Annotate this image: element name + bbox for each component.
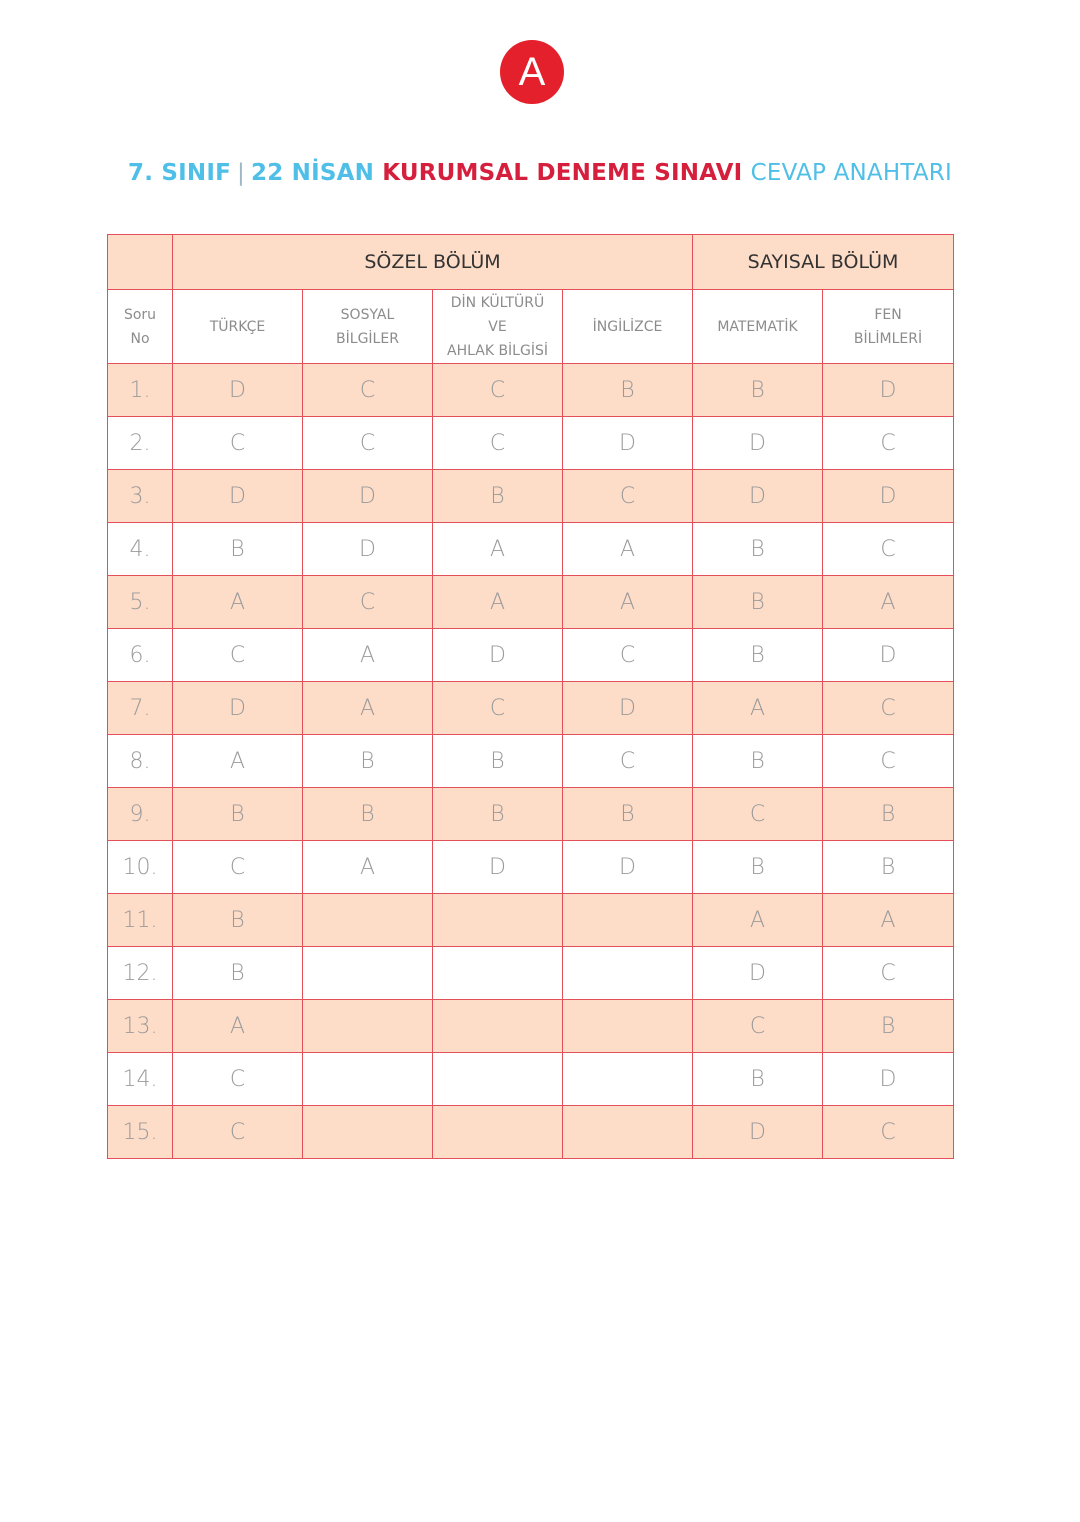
table-row [108,1106,954,1159]
table-row [108,1053,954,1106]
answer-cell: C [693,788,823,841]
table-row [108,417,954,470]
answer-cell: B [433,788,563,841]
subject-turkish [173,290,303,364]
answer-cell: B [823,788,954,841]
section-header-row [108,235,954,290]
question-number: 4. [108,523,173,576]
answer-cell: D [823,470,954,523]
question-number: 11. [108,894,173,947]
answer-cell: C [173,841,303,894]
answer-cell: B [693,523,823,576]
answer-cell: C [173,1053,303,1106]
question-number: 2. [108,417,173,470]
answer-cell [433,1053,563,1106]
answer-cell: C [173,417,303,470]
table-row [108,364,954,417]
answer-cell: B [173,788,303,841]
title-grade: 7. SINIF [128,160,232,186]
answer-cell: C [823,417,954,470]
table-row [108,947,954,1000]
answer-cell: D [173,364,303,417]
answer-cell: C [433,417,563,470]
subject-religion-line: VE [488,318,507,335]
answer-cell: C [303,417,433,470]
answer-cell [433,1000,563,1053]
answer-cell: A [433,576,563,629]
answer-cell [563,1106,693,1159]
answer-cell [433,947,563,1000]
answer-cell: C [433,364,563,417]
answer-cell: A [693,894,823,947]
answer-cell: D [303,523,433,576]
question-number: 15. [108,1106,173,1159]
subject-math [693,290,823,364]
corner-cell [108,235,173,290]
answer-cell: C [823,682,954,735]
answer-cell: C [173,629,303,682]
answer-cell: D [563,417,693,470]
answer-cell: B [563,788,693,841]
answer-cell: B [173,894,303,947]
subject-science-line: BİLİMLERİ [853,330,923,347]
table-row [108,682,954,735]
subject-header-row [108,290,954,364]
answer-cell: D [823,629,954,682]
answer-cell: B [303,735,433,788]
question-number-header-line: Soru [123,306,157,323]
answer-cell: A [563,523,693,576]
answer-cell [303,947,433,1000]
table-row [108,629,954,682]
answer-key-badge: A [500,40,564,104]
answer-cell: A [303,682,433,735]
question-number-header [108,290,173,364]
answer-cell: B [693,1053,823,1106]
section-numerical: SAYISAL BÖLÜM [693,235,954,290]
answer-cell: D [693,1106,823,1159]
answer-cell: B [693,364,823,417]
answer-cell [563,1053,693,1106]
question-number: 5. [108,576,173,629]
answer-cell: C [563,735,693,788]
answer-cell: C [563,470,693,523]
answer-cell: C [823,947,954,1000]
answer-cell: C [823,523,954,576]
answer-cell: B [433,470,563,523]
answer-cell [303,1106,433,1159]
answer-cell [303,894,433,947]
question-number: 7. [108,682,173,735]
answer-cell: A [693,682,823,735]
question-number: 14. [108,1053,173,1106]
answer-cell: D [693,947,823,1000]
answer-cell: C [823,735,954,788]
question-number: 3. [108,470,173,523]
answer-cell: B [433,735,563,788]
answer-cell: D [563,841,693,894]
question-number: 13. [108,1000,173,1053]
answer-cell: D [303,470,433,523]
question-number: 12. [108,947,173,1000]
answer-cell: C [303,576,433,629]
answer-cell: B [823,1000,954,1053]
answer-cell: D [693,470,823,523]
answer-cell: B [693,576,823,629]
answer-cell: A [173,576,303,629]
answer-cell: A [563,576,693,629]
title-answer-key: CEVAP ANAHTARI [750,160,952,186]
answer-cell [563,1000,693,1053]
answer-cell [563,947,693,1000]
answer-cell: D [823,364,954,417]
answer-cell: C [303,364,433,417]
table-row [108,1000,954,1053]
subject-math-line: MATEMATİK [717,318,798,335]
answer-cell: A [303,629,433,682]
answer-cell: A [303,841,433,894]
answer-cell: C [563,629,693,682]
answer-cell: C [693,1000,823,1053]
subject-religion-line: DİN KÜLTÜRÜ [450,294,545,311]
answer-cell: D [173,682,303,735]
table-row [108,576,954,629]
answer-cell: D [563,682,693,735]
title-separator: | [237,160,245,186]
subject-english [563,290,693,364]
answer-cell: B [693,629,823,682]
answer-cell: B [563,364,693,417]
table-row [108,735,954,788]
subject-english-line: İNGİLİZCE [592,318,663,335]
subject-religion [433,290,563,364]
subject-social-studies-line: SOSYAL [340,306,395,323]
answer-cell: C [823,1106,954,1159]
answer-cell [563,894,693,947]
answer-cell: D [823,1053,954,1106]
question-number: 9. [108,788,173,841]
answer-cell: C [433,682,563,735]
subject-social-studies [303,290,433,364]
question-number-header-line: No [130,330,150,347]
table-row [108,841,954,894]
title-date: 22 NİSAN [251,160,375,186]
answer-cell: B [693,735,823,788]
answer-cell [433,894,563,947]
answer-cell: B [693,841,823,894]
answer-cell: A [173,1000,303,1053]
question-number: 6. [108,629,173,682]
answer-key-table [107,234,954,1159]
page-title [0,160,1080,186]
subject-social-studies-line: BİLGİLER [336,330,399,347]
subject-science [823,290,954,364]
subject-science-line: FEN [874,306,902,323]
question-number: 1. [108,364,173,417]
answer-cell: A [433,523,563,576]
answer-rows [108,364,954,1159]
subject-turkish-line: TÜRKÇE [209,318,266,335]
answer-cell: B [173,947,303,1000]
answer-cell: D [433,629,563,682]
section-verbal: SÖZEL BÖLÜM [173,235,693,290]
answer-cell: D [173,470,303,523]
answer-cell: D [433,841,563,894]
answer-cell: B [303,788,433,841]
answer-cell: C [173,1106,303,1159]
subject-religion-line: AHLAK BİLGİSİ [447,342,548,359]
answer-cell: A [823,894,954,947]
table-row [108,788,954,841]
question-number: 8. [108,735,173,788]
table-row [108,523,954,576]
answer-cell: B [823,841,954,894]
answer-cell: A [823,576,954,629]
answer-cell [303,1053,433,1106]
question-number: 10. [108,841,173,894]
answer-cell [433,1106,563,1159]
answer-cell: D [693,417,823,470]
table-row [108,894,954,947]
title-exam-name: KURUMSAL DENEME SINAVI [382,160,743,186]
answer-cell: B [173,523,303,576]
table-row [108,470,954,523]
answer-cell [303,1000,433,1053]
answer-cell: A [173,735,303,788]
